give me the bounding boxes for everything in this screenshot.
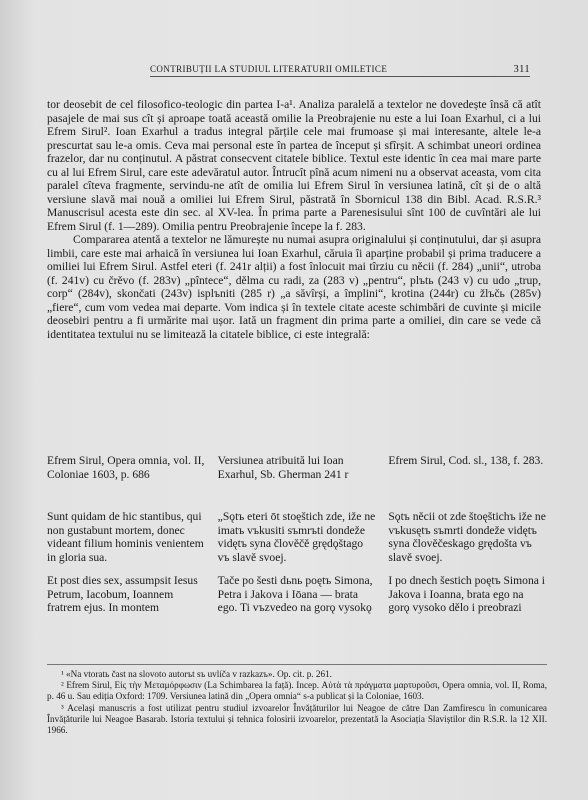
footnote: ¹ «Na vtoratь čast na slovoto autorъt sъ uvlíča v razkazъ». Op. cit. p. 261. <box>61 669 332 679</box>
column-slavonic <box>388 454 547 615</box>
footnote: ² Efrem Sirul, Εἰς τὴν Μεταμόρφωσιν (La Schimbarea la față). Incep. Αὐτὰ τὰ πράγματα μαρτυροῦσι, Opera omnia, vol. II, Roma, p. 46 u. Sau ediția Oxford: 1709. Versiunea latină din „Opera omnia“ s-a publicat și la Coloniae, 1603. <box>47 680 547 702</box>
column-heading: Efrem Sirul, Opera omnia, vol. II, Coloniae 1603, p. 686 <box>47 454 205 481</box>
running-title: CONTRIBUȚII LA STUDIUL LITERATURII OMILETICE <box>150 64 388 74</box>
running-header <box>150 64 530 77</box>
paragraph: Compararea atentă a textelor ne lămurește nu numai asupra originalului și conținutului, dar și asupra limbii, care este mai arhaică în versiunea lui Ioan Exarhul, căruia îi aparține probabil și prima traducere a omiliei lui Efrem Sirul. Astfel eteri (f. 241r alții) a fost înlocuit mai tîrziu cu něcii (f. 284) „unii“, utroba (f. 241v) cu črěvo (f. 283v) „pîntece“, dělma cu radi, za (283 v) „pentru“, plъtь (243 v) cu udo „trup, corp“ (284v), skončati (243v) isplъniti (285 r) „a săvîrși, a împlini“, krotina (244r) cu žlъčь (285v) „fiere“, cum vom vedea mai departe. Vom indica și în textele citate aceste schimbări de cuvinte și micile deosebiri pentru a fi urmărite mai ușor. Iată un fragment din prima parte a omiliei, din care se vede că identitatea textului nu se limitează la citatele biblice, ci este integrală: <box>47 233 541 341</box>
footnote: ³ Același manuscris a fost utilizat pentru studiul izvoarelor Învățăturilor lui Neagoe de către Dan Zamfirescu în comunicarea Învățăturile lui Neagoe Basarab. Istoria textului și tehnica folosirii izvoarelor, prezentată la Asociația Slaviștilor din R.S.R. la 12 XII. 1966. <box>47 702 547 736</box>
paragraph: tor deosebit de cel filosofico-teologic din partea I-a¹. Analiza paralelă a textelor ne dovedește însă că atît pasajele de mai sus cît și aproape toată această omilie la Preobrajenie nu este a lui Ioan Exarhul, ci a lui Efrem Sirul². Ioan Exarhul a tradus integral părțile cele mai frumoase și mai interesante, altele le-a prescurtat sau le-a omis. Ceva mai personal este în partea de început și sfîrșit. A schimbat uneori ordinea frazelor, dar nu conținutul. A păstrat consecvent citatele biblice. Textul este identic în cea mai mare parte cu al lui Efrem Sirul, care este adevăratul autor. Întrucît pînă acum nimeni nu a observat aceasta, vom cita paralel cîteva fragmente, servindu-ne atît de omilia lui Efrem Sirul în versiunea latină, cît și de o altă versiune slavă mai nouă a omiliei lui Efrem Sirul, păstrată în Sbornicul 138 din Bibl. Acad. R.S.R.³ Manuscrisul acesta este din sec. al XV-lea. În prima parte a Parenesisului sînt 100 de cuvîntări ale lui Efrem Sirul (f. 1—289). Omilia pentru Preobrajenie începe la f. 283. <box>47 98 541 233</box>
column-passage: „Sǫtъ eteri ōt stoęštich zde, iže ne imatъ vъkusiti sъmrъti dondeže vidętъ syna člověčě grędǫštago vъ slavě svoej. <box>217 510 376 564</box>
column-exarch <box>218 454 377 615</box>
column-heading: Efrem Sirul, Cod. sl., 138, f. 283. <box>388 454 544 467</box>
parallel-columns <box>47 454 547 615</box>
column-passage: Sǫtъ něcii ot zde štoęštichъ iže ne vъkusętъ sъmrti dondeže vidętъ syna člověčeskago grędošta vъ slavě svoej. <box>388 510 546 564</box>
column-passage: Sunt quidam de hic stantibus, qui non gustabunt mortem, donec videant filium hominis venientem in gloria sua. <box>47 510 204 564</box>
page-number: 311 <box>513 64 530 75</box>
footnotes <box>47 664 547 736</box>
column-passage: I po dnech šestich poętъ Simona i Jakova i Ioanna, brata ego na gorǫ vysoko dělo i preobrazi <box>388 574 546 614</box>
column-passage: Et post dies sex, assumpsit Iesus Petrum, Iacobum, Ioannem fratrem ejus. In montem <box>47 574 198 614</box>
column-passage: Tače po šesti dьnь poętъ Simona, Petra i Jakova i Iōana — brata ego. Ti vъzvedeo na gorǫ vysokǫ <box>217 574 373 614</box>
column-heading: Versiunea atribuită lui Ioan Exarhul, Sb. Gherman 241 r <box>217 454 349 481</box>
column-latin <box>47 454 206 615</box>
main-text <box>47 98 541 341</box>
